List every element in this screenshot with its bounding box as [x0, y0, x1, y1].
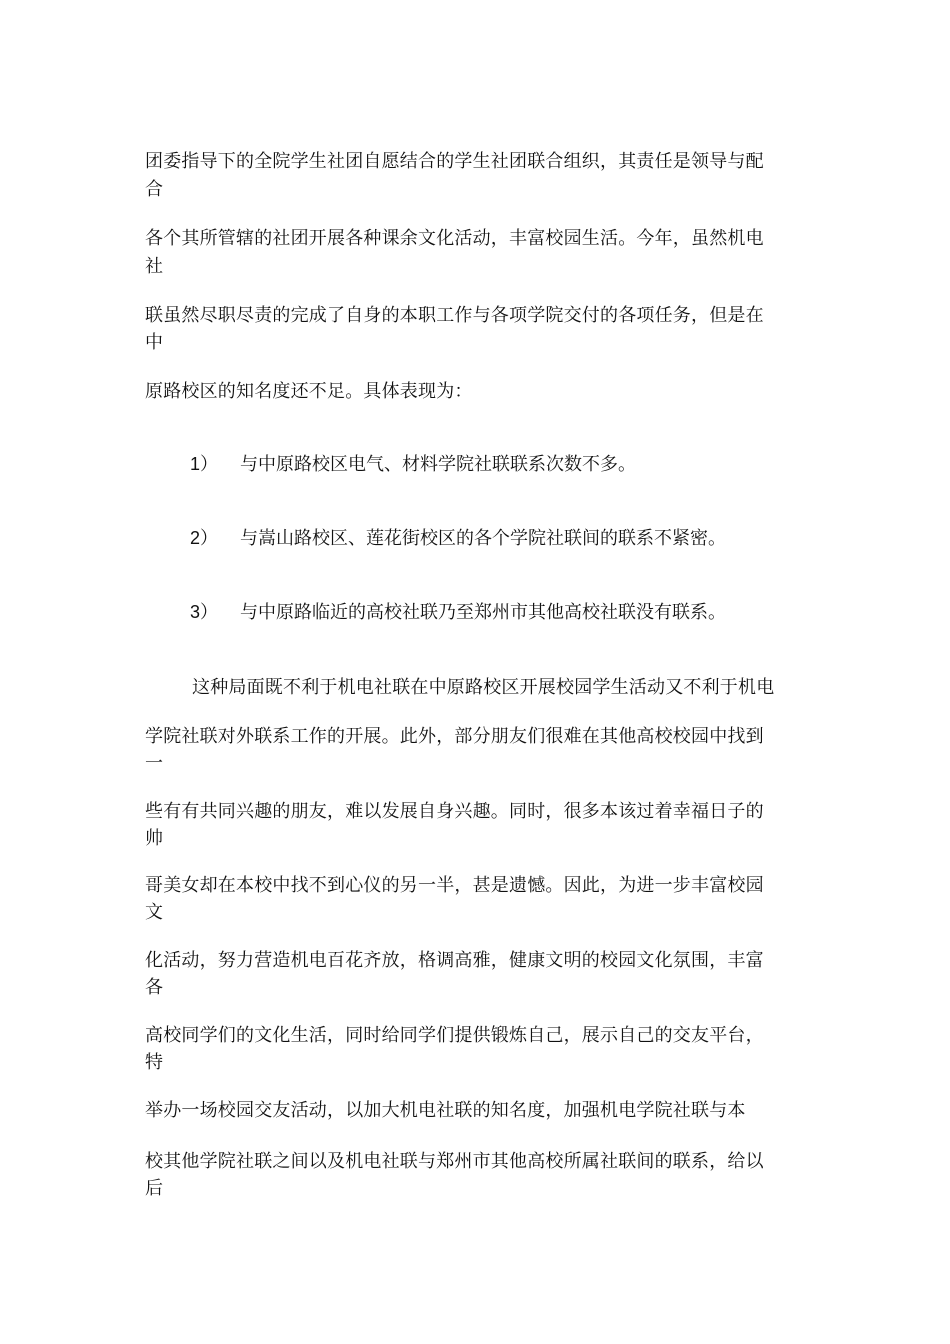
list-item-number: 3）: [190, 602, 219, 622]
paragraph-line: 高校同学们的文化生活，同时给同学们提供锻炼自己，展示自己的交友平台，: [145, 1025, 764, 1046]
paragraph-line: 学院社联对外联系工作的开展。此外，部分朋友们很难在其他高校校园中找到: [145, 726, 764, 747]
paragraph-line: 这种局面既不利于机电社联在中原路校区开展校园学生活动又不利于机电: [192, 677, 775, 698]
paragraph-line-wrap: 各: [145, 977, 163, 998]
paragraph-line: 联虽然尽职尽责的完成了自身的本职工作与各项学院交付的各项任务，但是在: [145, 305, 764, 326]
paragraph-line: 举办一场校园交友活动，以加大机电社联的知名度，加强机电学院社联与本: [145, 1100, 746, 1121]
paragraph-line: 团委指导下的全院学生社团自愿结合的学生社团联合组织，其责任是领导与配: [145, 151, 764, 172]
paragraph-line: 各个其所管辖的社团开展各种课余文化活动，丰富校园生活。今年，虽然机电: [145, 228, 764, 249]
paragraph-line-wrap: 文: [145, 902, 163, 923]
paragraph-line-wrap: 后: [145, 1178, 163, 1199]
paragraph-line: 化活动，努力营造机电百花齐放，格调高雅，健康文明的校园文化氛围，丰富: [145, 950, 764, 971]
list-item-number: 2）: [190, 528, 219, 548]
paragraph-line-wrap: 帅: [145, 828, 163, 849]
paragraph-line-wrap: 中: [145, 332, 163, 353]
list-item-number: 1）: [190, 454, 219, 474]
paragraph-line-wrap: 一: [145, 753, 163, 774]
paragraph-line: 些有有共同兴趣的朋友，难以发展自身兴趣。同时，很多本该过着幸福日子的: [145, 801, 764, 822]
list-item-text: 与嵩山路校区、莲花街校区的各个学院社联间的联系不紧密。: [240, 528, 726, 549]
paragraph-line-wrap: 合: [145, 179, 163, 200]
paragraph-line: 哥美女却在本校中找不到心仪的另一半，甚是遗憾。因此，为进一步丰富校园: [145, 875, 764, 896]
list-item-text: 与中原路临近的高校社联乃至郑州市其他高校社联没有联系。: [240, 602, 726, 623]
list-item-text: 与中原路校区电气、材料学院社联联系次数不多。: [240, 454, 636, 475]
list-item: [190, 452, 636, 477]
paragraph-line-wrap: 社: [145, 256, 163, 277]
paragraph-line: 校其他学院社联之间以及机电社联与郑州市其他高校所属社联间的联系，给以: [145, 1151, 764, 1172]
list-item: [190, 600, 726, 625]
list-item: [190, 526, 726, 551]
paragraph-line: 原路校区的知名度还不足。具体表现为：: [145, 381, 473, 402]
paragraph-line-wrap: 特: [145, 1052, 163, 1073]
